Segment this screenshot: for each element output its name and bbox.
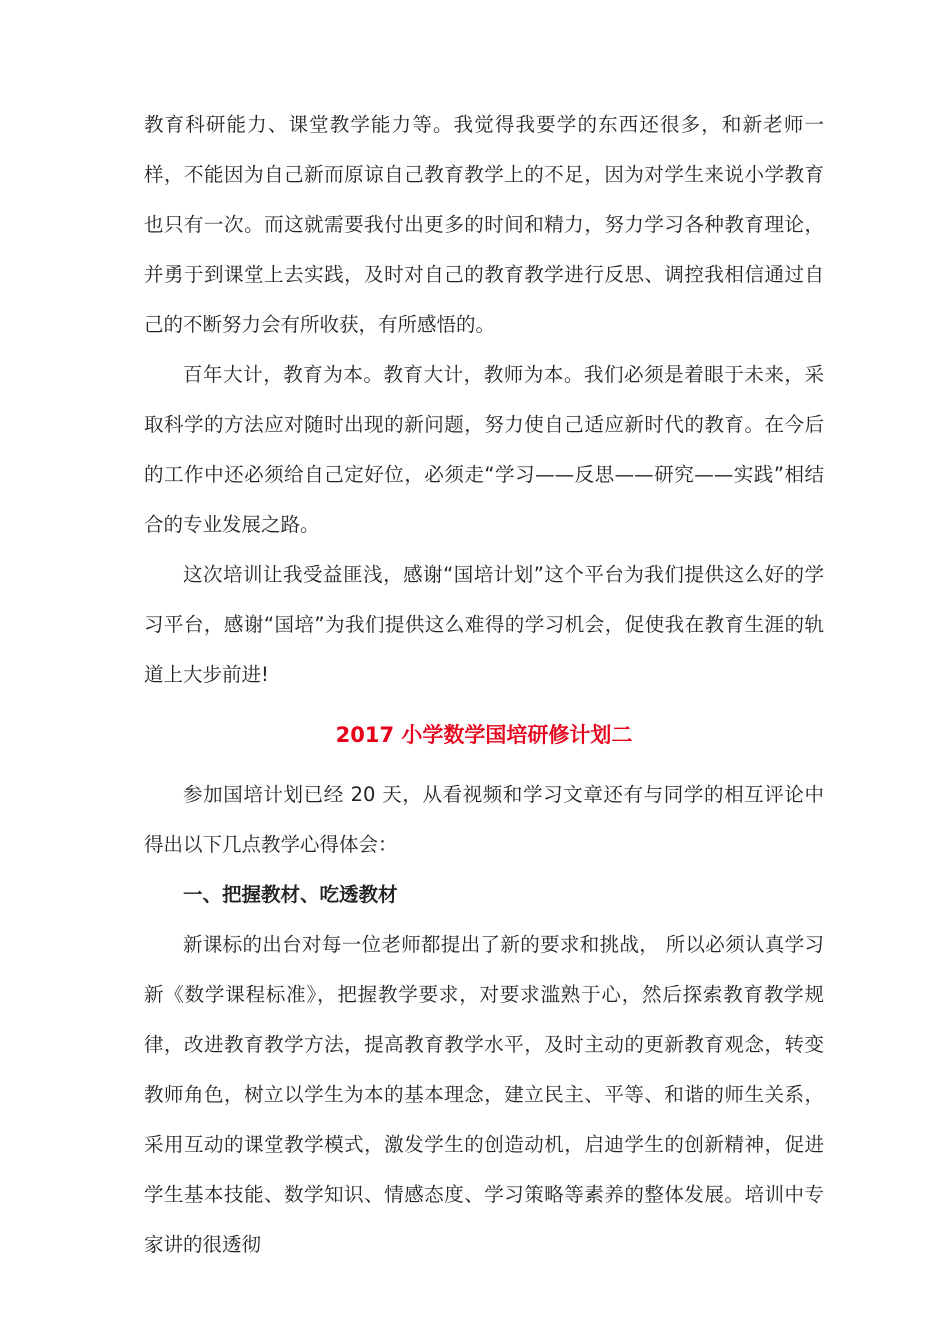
section-title: 2017 小学数学国培研修计划二 bbox=[335, 723, 633, 747]
paragraph-training-thanks: 这次培训让我受益匪浅，感谢“国培计划”这个平台为我们提供这么好的学习平台，感谢“国培”为我们提供这么难得的学习机会，促使我在教育生涯的轨道上大步前进! bbox=[144, 563, 824, 686]
subheading-textbook: 一、把握教材、吃透教材 bbox=[183, 883, 398, 906]
document-body bbox=[144, 100, 824, 1270]
paragraph-intro: 参加国培计划已经 20 天，从看视频和学习文章还有与同学的相互评论中得出以下几点教学心得体会： bbox=[144, 783, 824, 856]
paragraph-new-curriculum: 新课标的出台对每一位老师都提出了新的要求和挑战， 所以必须认真学习新《数学课程标准》，把握教学要求，对要求滥熟于心，然后探索教育教学规律，改进教育教学方法，提高教育教学水平，及时主动的更新教育观念，转变教师角色，树立以学生为本的基本理念，建立民主、平等、和谐的师生关系，采用互动的课堂教学模式，激发学生的创造动机，启迪学生的创新精神，促进学生基本技能、数学知识、情感态度、学习策略等素养的整体发展。培训中专家讲的很透彻 bbox=[144, 933, 824, 1256]
paragraph-continuation: 教育科研能力、课堂教学能力等。我觉得我要学的东西还很多，和新老师一样，不能因为自己新而原谅自己教育教学上的不足，因为对学生来说小学教育也只有一次。而这就需要我付出更多的时间和精力，努力学习各种教育理论，并勇于到课堂上去实践，及时对自己的教育教学进行反思、调控我相信通过自己的不断努力会有所收获，有所感悟的。 bbox=[144, 113, 824, 336]
paragraph-education-plan: 百年大计，教育为本。教育大计，教师为本。我们必须是着眼于未来，采取科学的方法应对随时出现的新问题，努力使自己适应新时代的教育。在今后的工作中还必须给自己定好位，必须走“学习——反思——研究——实践”相结合的专业发展之路。 bbox=[144, 363, 824, 536]
